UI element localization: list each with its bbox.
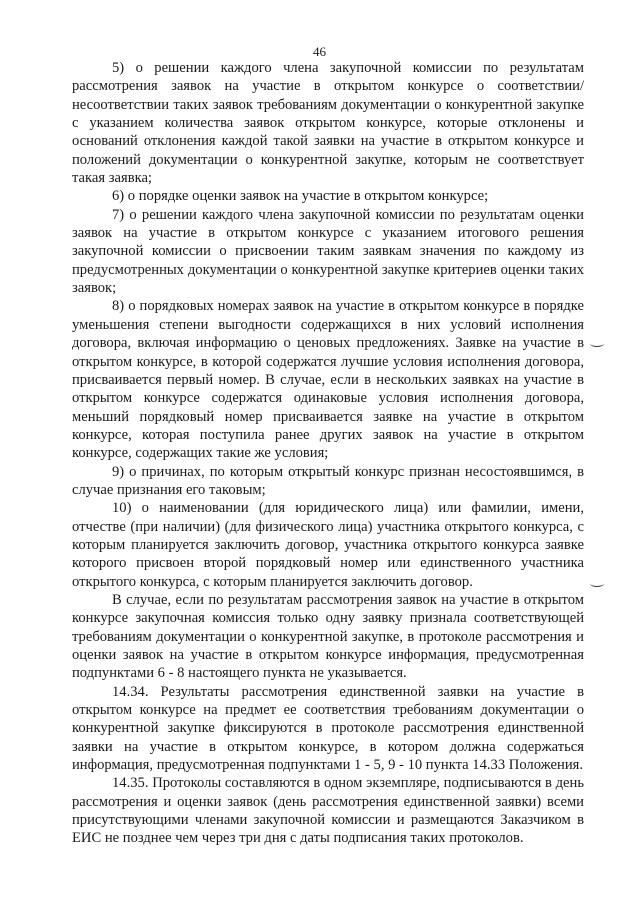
paragraph-item-10: 10) о наименовании (для юридического лица) или фамилии, имени, отчестве (при наличии) (для физического лица) участника открытого конкурса, с которым планируется заключить договор, участника открытого конкурса заявке которого присвоен второй порядковый номер или единственного участника открытого конкурса, с которым планируется заключить договор. [72,500,584,590]
paragraph-item-5: 5) о решении каждого члена закупочной комиссии по результатам рассмотрения заявок на участие в открытом конкурсе о соответствии/несоответствии таких заявок требованиям документации о конкурентной закупке с указанием количества заявок открытом конкурсе, которые отклонены и оснований отклонения каждой такой заявки на участие в открытом конкурсе и положений документации о конкурентной закупке, которым не соответствует такая заявка; [72,60,584,187]
paragraph-14-34: 14.34. Результаты рассмотрения единственной заявки на участие в открытом конкурсе на предмет ее соответствия требованиям документации о конкурентной закупке фиксируются в протоколе рассмотрения единственной заявки на участие в открытом конкурсе, в котором должна содержаться информация, предусмотренная подпунктами 1 - 5, 9 - 10 пункта 14.33 Положения. [72,683,584,774]
paragraph-item-9: 9) о причинах, по которым открытый конкурс признан несостоявшимся, в случае признания его таковым; [72,463,584,498]
paragraph-item-7: 7) о решении каждого члена закупочной комиссии по результатам оценки заявок на участие в открытом конкурсе с указанием итогового решения закупочной комиссии о присвоении таким заявкам значения по каждому из предусмотренных документации о конкурентной закупке критериев оценки таких заявок; [72,206,584,297]
paragraph-14-35: 14.35. Протоколы составляются в одном экземпляре, подписываются в день рассмотрения и оценки заявок (день рассмотрения единственной заявки) всеми присутствующими членами закупочной комиссии и размещаются Заказчиком в ЕИС не позднее чем через три дня с даты подписания таких протоколов. [72,775,584,847]
page-number: 46 [313,44,326,59]
margin-mark [590,340,604,347]
paragraph-single-bid: В случае, если по результатам рассмотрения заявок на участие в открытом конкурсе закупочная комиссия только одну заявку признала соответствующей требованиям документации о конкурентной закупке, в протоколе рассмотрения и оценки заявок на участие в открытом конкурсе информация, предусмотренная подпунктами 6 - 8 настоящего пункта не указывается. [72,591,584,682]
margin-mark [590,580,604,587]
paragraph-item-8: 8) о порядковых номерах заявок на участие в открытом конкурсе в порядке уменьшения степени выгодности содержащихся в них условий исполнения договора, включая информацию о ценовых предложениях. Заявке на участие в открытом конкурсе, в которой содержатся лучшие условия исполнения договора, присваивается первый номер. В случае, если в нескольких заявках на участие в открытом конкурсе содержатся одинаковые условия исполнения договора, меньший порядковый номер присваивается заявке на участие в открытом конкурсе, которая поступила ранее других заявок на участие в открытом конкурсе, содержащих такие же условия; [72,298,584,462]
body-text [72,59,584,848]
paragraph-item-6: 6) о порядке оценки заявок на участие в открытом конкурсе; [112,188,489,205]
